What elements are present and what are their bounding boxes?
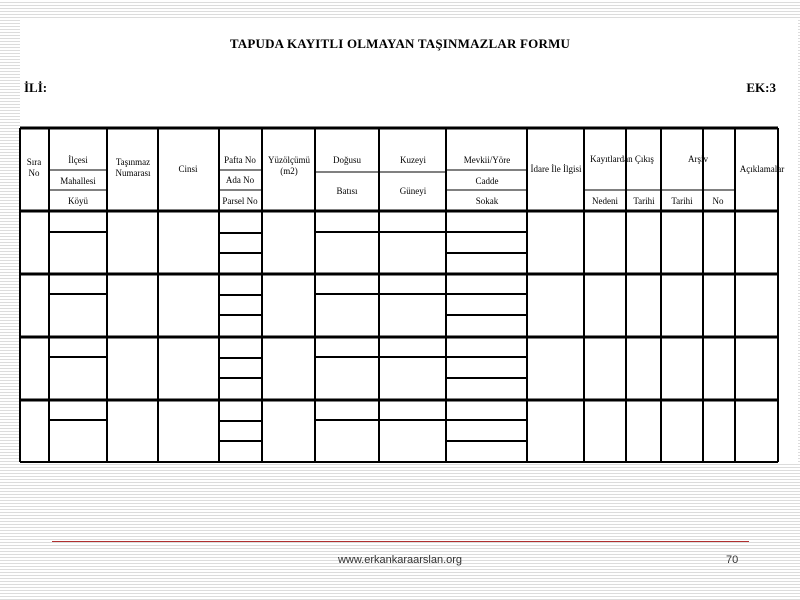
footer-divider [52,541,749,542]
header-nedeni: Nedeni [592,196,618,206]
header-kuzeyi: Kuzeyi [400,155,426,165]
header-ada-no: Ada No [225,175,255,185]
header-parsel-no: Parsel No [222,196,258,206]
header-sira: Sıra No [26,157,42,178]
header-cadde: Cadde [475,176,499,186]
header-pafta-no: Pafta No [224,155,256,165]
header-batisi: Batısı [336,186,358,196]
header-yuzolcumu: Yüzölçümü (m2) [268,155,310,176]
header-guneyi: Güneyi [399,186,427,196]
header-dogusu: Doğusu [332,155,362,165]
header-kayitlardan-cikis: Kayıtlardan Çıkış [590,154,654,164]
page-number: 70 [726,554,739,566]
province-label: İLİ: [24,80,48,95]
footer-url: www.erkankaraarslan.org [337,554,463,566]
header-cinsi: Cinsi [178,164,198,174]
header-tarihi-cikis: Tarihi [633,196,655,206]
annex-label: EK:3 [746,80,776,95]
header-koyu: Köyü [68,196,88,206]
header-idare: İdare İle İlgisi [530,164,582,174]
header-sokak: Sokak [475,196,499,206]
header-arsiv-no: No [712,196,724,206]
header-arsiv: Arşiv [688,154,708,164]
header-tarihi-arsiv: Tarihi [671,196,693,206]
header-ilcesi: İlçesi [68,155,88,165]
header-mevkii: Mevkii/Yöre [463,155,511,165]
form-title: TAPUDA KAYITLI OLMAYAN TAŞINMAZLAR FORMU [229,36,571,51]
header-aciklamalar: Açıklamalar [739,164,785,174]
header-tasinmaz: Taşınmaz Numarası [115,157,151,178]
header-mahallesi: Mahallesi [60,176,96,186]
